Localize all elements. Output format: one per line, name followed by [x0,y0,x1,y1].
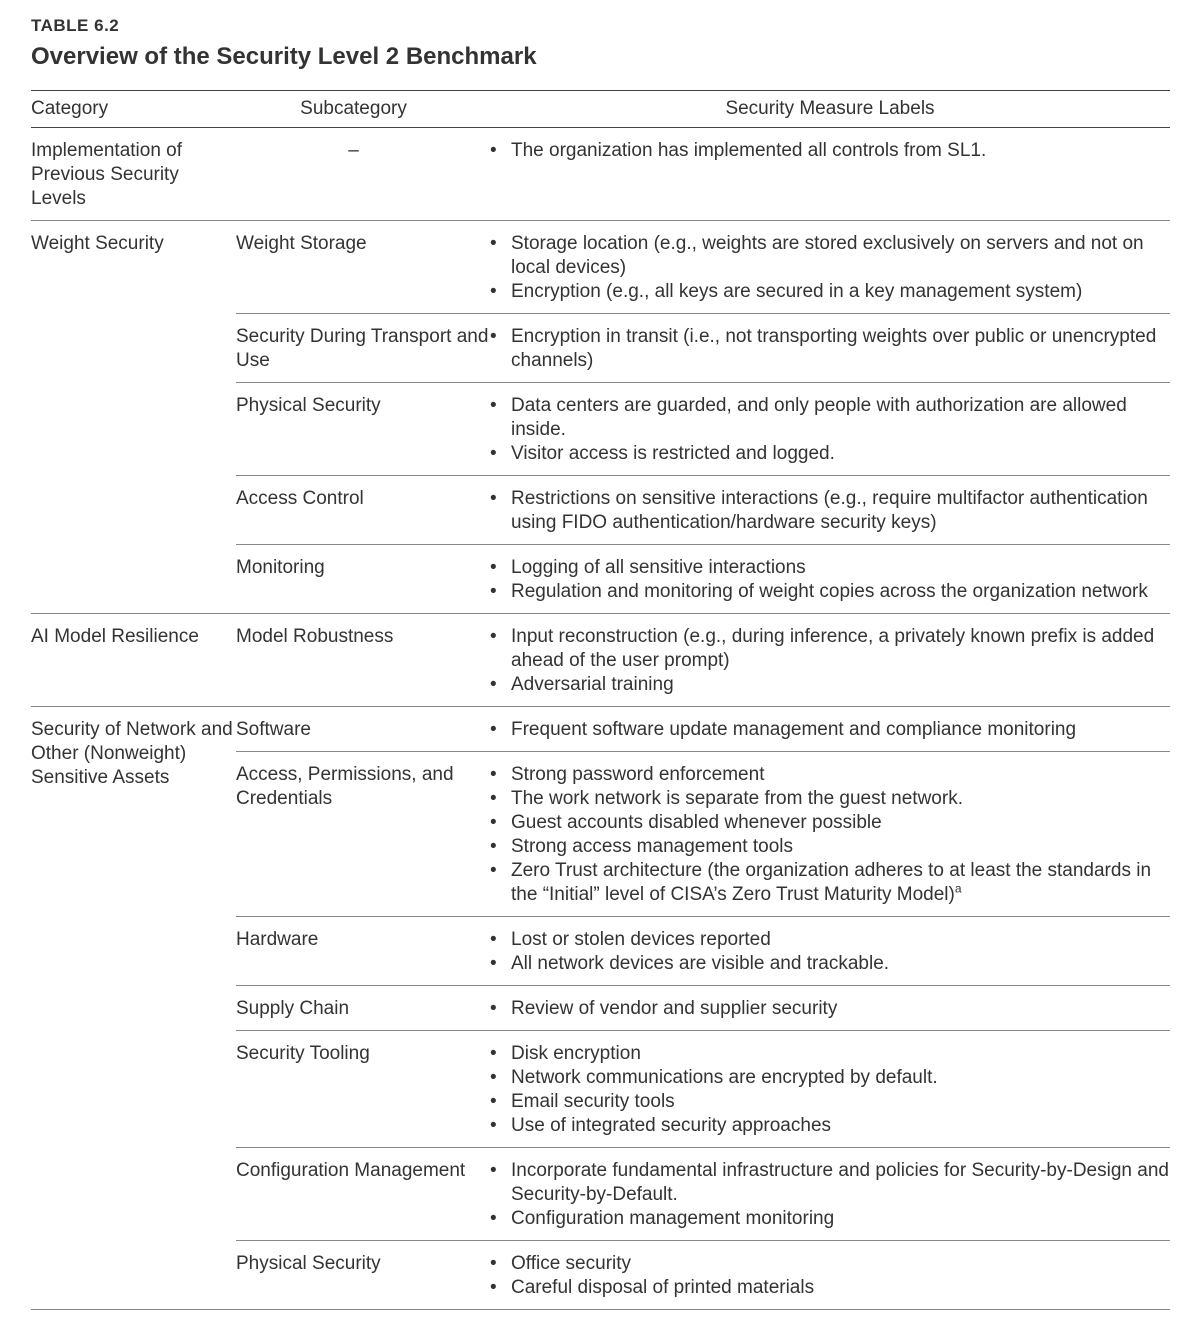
measure-text: Email security tools [511,1091,675,1112]
table-row [236,985,1170,1030]
measure-item [490,1114,1170,1138]
measure-list [490,1252,1170,1300]
subcategory-list [236,221,1170,613]
measure-item [490,811,1170,835]
measure-text: Strong access management tools [511,836,793,857]
measure-text: The organization has implemented all controls from SL1. [511,140,987,161]
table-row [236,751,1170,916]
table-row [236,544,1170,613]
measure-list [490,325,1170,373]
measure-list [490,232,1170,304]
category-cell: AI Model Resilience [31,626,199,647]
subcategory-cell: Security Tooling [236,1043,370,1064]
category-cell: Security of Network and Other (Nonweight) Sensitive Assets [31,719,233,788]
measure-item [490,859,1170,907]
footnote-mark: a [954,881,962,896]
subcategory-cell: – [348,140,359,161]
measure-text: Office security [511,1253,632,1274]
measures-cell [490,476,1170,544]
measure-item [490,232,1170,280]
measure-text: Visitor access is restricted and logged. [511,443,835,464]
table-group [31,221,1170,614]
measure-list [490,1159,1170,1231]
subcategory-list [236,707,1170,1309]
table-row [236,1240,1170,1309]
measures-cell [490,1241,1170,1309]
table-container [31,14,1170,1310]
measure-list [490,139,1170,163]
measure-item [490,763,1170,787]
measure-item [490,928,1170,952]
measure-list [490,997,1170,1021]
subcategory-cell: Supply Chain [236,998,350,1019]
measure-item [490,556,1170,580]
table-row [236,1030,1170,1147]
measure-item [490,394,1170,442]
table-row [236,221,1170,313]
subcategory-cell: Hardware [236,929,319,950]
measures-cell [490,1148,1170,1240]
table-group [31,614,1170,707]
measure-item [490,625,1170,673]
measure-list [490,487,1170,535]
measure-item [490,1252,1170,1276]
table-group [31,707,1170,1310]
measures-cell [490,917,1170,985]
subcategory-cell: Physical Security [236,1253,381,1274]
measure-item [490,139,1170,163]
measure-text: Incorporate fundamental infrastructure and policies for Security-by-Design and Security-by-Default. [511,1160,1169,1205]
table-row [236,707,1170,751]
table-row [236,614,1170,706]
measures-cell [490,986,1170,1030]
table-header-row [31,90,1170,128]
measure-text: Frequent software update management and compliance monitoring [511,719,1077,740]
measure-item [490,580,1170,604]
measure-item [490,1276,1170,1300]
measure-text: Encryption in transit (i.e., not transporting weights over public or unencrypted channels) [511,326,1157,371]
measure-list [490,718,1170,742]
measures-cell [490,221,1170,313]
measure-item [490,325,1170,373]
subcategory-cell: Monitoring [236,557,325,578]
measure-item [490,673,1170,697]
measure-text: Lost or stolen devices reported [511,929,771,950]
measure-item [490,487,1170,535]
header-measures: Security Measure Labels [725,98,935,119]
measure-list [490,763,1170,907]
table-row [236,313,1170,382]
table-row [236,475,1170,544]
measures-cell [490,1031,1170,1147]
table-row [236,382,1170,475]
measure-list [490,625,1170,697]
measure-text: Input reconstruction (e.g., during inference, a privately known prefix is added ahead of the user prompt) [511,626,1155,671]
measures-cell [490,707,1170,751]
measure-text: Zero Trust architecture (the organization adheres to at least the standards in the “Initial” level of CISA’s Zero Trust Maturity Model) [511,860,1152,905]
measure-text: Review of vendor and supplier security [511,998,838,1019]
measure-list [490,1042,1170,1138]
measure-text: Adversarial training [511,674,674,695]
table-row [236,128,1170,172]
measure-text: Use of integrated security approaches [511,1115,832,1136]
measures-cell [490,128,1170,172]
measure-list [490,394,1170,466]
measure-item [490,718,1170,742]
subcategory-cell: Configuration Management [236,1160,466,1181]
measure-item [490,280,1170,304]
measure-item [490,1042,1170,1066]
table-group [31,128,1170,221]
measure-item [490,1207,1170,1231]
measure-text: Logging of all sensitive interactions [511,557,806,578]
measure-item [490,835,1170,859]
measure-list [490,928,1170,976]
subcategory-list [236,128,1170,220]
table-row [236,916,1170,985]
measure-item [490,1090,1170,1114]
measure-text: Network communications are encrypted by default. [511,1067,938,1088]
table-label: TABLE 6.2 [31,16,120,35]
measure-text: Data centers are guarded, and only people with authorization are allowed inside. [511,395,1127,440]
measure-text: All network devices are visible and trackable. [511,953,890,974]
measures-cell [490,752,1170,916]
category-cell: Implementation of Previous Security Levels [31,140,183,209]
subcategory-cell: Access, Permissions, and Credentials [236,764,454,809]
measure-text: Storage location (e.g., weights are stored exclusively on servers and not on local devices) [511,233,1144,278]
measure-item [490,997,1170,1021]
subcategory-cell: Security During Transport and Use [236,326,489,371]
measures-cell [490,545,1170,613]
measure-text: Disk encryption [511,1043,641,1064]
measures-cell [490,383,1170,475]
measure-text: Regulation and monitoring of weight copies across the organization network [511,581,1148,602]
measures-cell [490,614,1170,706]
subcategory-cell: Software [236,719,311,740]
measure-text: Configuration management monitoring [511,1208,835,1229]
measure-list [490,556,1170,604]
measure-item [490,1159,1170,1207]
measure-item [490,1066,1170,1090]
subcategory-cell: Access Control [236,488,364,509]
measure-item [490,442,1170,466]
category-cell: Weight Security [31,233,164,254]
subcategory-list [236,614,1170,706]
measure-text: The work network is separate from the guest network. [511,788,963,809]
measure-text: Guest accounts disabled whenever possible [511,812,882,833]
header-subcategory: Subcategory [300,98,407,119]
table-row [236,1147,1170,1240]
measure-text: Careful disposal of printed materials [511,1277,815,1298]
measure-text: Restrictions on sensitive interactions (e.g., require multifactor authentication using FIDO authentication/hardware security keys) [511,488,1148,533]
measure-item [490,787,1170,811]
measure-text: Encryption (e.g., all keys are secured in a key management system) [511,281,1083,302]
measure-text: Strong password enforcement [511,764,765,785]
subcategory-cell: Model Robustness [236,626,394,647]
table-body [31,128,1170,1310]
subcategory-cell: Physical Security [236,395,381,416]
header-category: Category [31,98,109,119]
measure-item [490,952,1170,976]
table-title: Overview of the Security Level 2 Benchmark [31,43,537,70]
subcategory-cell: Weight Storage [236,233,367,254]
measures-cell [490,314,1170,382]
